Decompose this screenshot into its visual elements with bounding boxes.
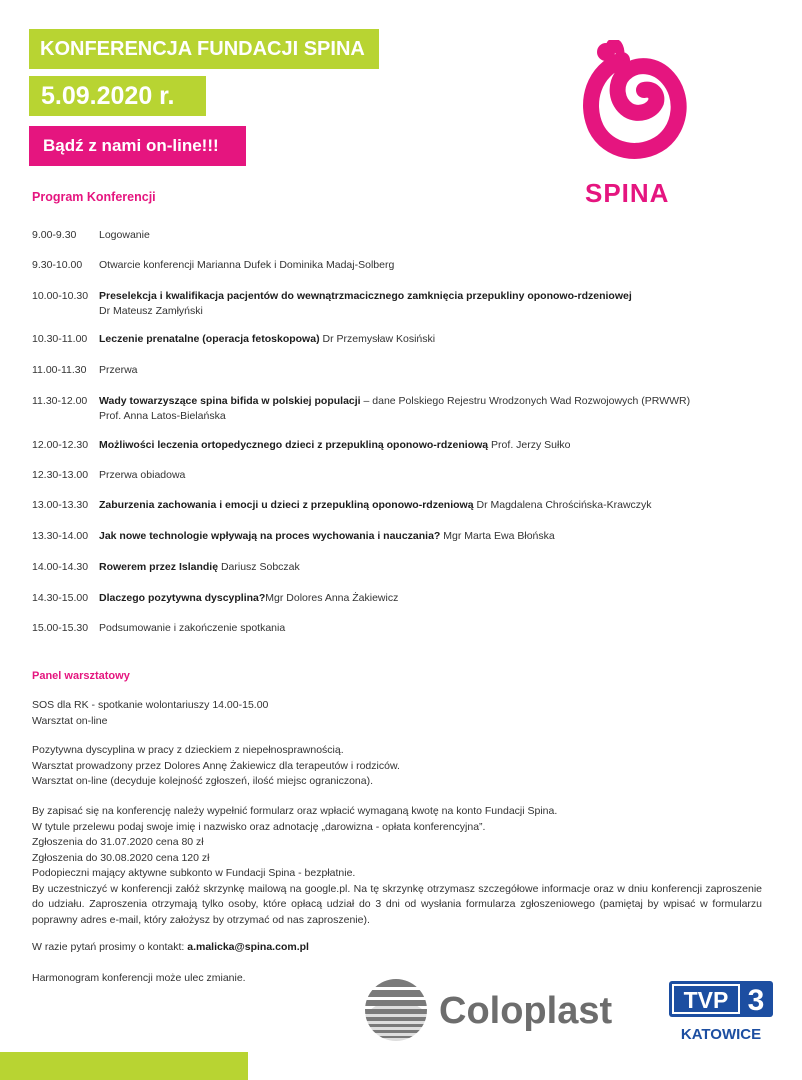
coloplast-text: Coloplast — [439, 990, 613, 1032]
price-line: Zgłoszenia do 31.07.2020 cena 80 zł — [32, 836, 204, 848]
program-speaker: Dr Mateusz Zamłyński — [99, 305, 203, 317]
panel-title: Panel warsztatowy — [32, 670, 130, 682]
tvp-text: TVP — [683, 987, 729, 1013]
program-time: 15.00-15.30 — [32, 622, 89, 634]
program-topic: Możliwości leczenia ortopedycznego dzieci z przepukliną oponowo-rdzeniową — [99, 439, 489, 451]
program-time: 11.00-11.30 — [32, 364, 87, 376]
date-banner — [29, 76, 206, 116]
program-time: 10.00-10.30 — [32, 290, 89, 302]
registration-block — [32, 804, 762, 928]
program-topic: Wady towarzyszące spina bifida w polskiej populacji — [99, 395, 361, 407]
program-description — [99, 258, 779, 273]
program-speaker: – dane Polskiego Rejestru Wrodzonych Wad Rozwojowych (PRWWR) — [360, 395, 691, 407]
program-topic: Zaburzenia zachowania i emocji u dzieci z przepukliną oponowo-rdzeniową — [99, 499, 474, 511]
program-speaker: Podsumowanie i zakończenie spotkania — [99, 622, 286, 634]
program-speaker: Przerwa obiadowa — [99, 469, 186, 481]
conference-date: 5.09.2020 r. — [41, 81, 175, 110]
contact-line — [32, 940, 762, 956]
program-speaker: Mgr Marta Ewa Błońska — [440, 530, 555, 542]
program-description — [99, 438, 779, 453]
schedule-note: Harmonogram konferencji może ulec zmianie. — [32, 972, 246, 984]
program-description — [99, 560, 779, 575]
registration-line: By zapisać się na konferencję należy wypełnić formularz oraz wpłacić wymaganą kwotę na konto Fundacji Spina. — [32, 805, 558, 817]
program-time: 12.30-13.00 — [32, 469, 89, 481]
program-speaker: Prof. Anna Latos-Bielańska — [99, 410, 226, 422]
program-description — [99, 228, 779, 243]
sos-line: SOS dla RK - spotkanie wolontariuszy 14.00-15.00 — [32, 699, 269, 711]
registration-line: W tytule przelewu podaj swoje imię i nazwisko oraz adnotację „darowizna - opłata konferencyjna”. — [32, 820, 486, 833]
sos-line: Warsztat on-line — [32, 714, 108, 727]
spina-logo-text: SPINA — [585, 178, 670, 208]
program-time: 14.30-15.00 — [32, 592, 89, 604]
workshop-block — [32, 743, 762, 790]
program-time: 13.30-14.00 — [32, 530, 89, 542]
coloplast-logo — [363, 975, 643, 1045]
program-time: 12.00-12.30 — [32, 439, 89, 451]
program-description — [99, 289, 779, 319]
program-topic: Leczenie prenatalne (operacja fetoskopowa) — [99, 333, 320, 345]
program-speaker: Dariusz Sobczak — [218, 561, 300, 573]
program-speaker: Dr Magdalena Chrościńska-Krawczyk — [473, 499, 652, 511]
program-title: Program Konferencji — [32, 190, 156, 204]
program-speaker: Otwarcie konferencji Marianna Dufek i Dominika Madaj-Solberg — [99, 259, 395, 271]
program-speaker: Prof. Jerzy Sułko — [488, 439, 571, 451]
coloplast-emblem-icon — [363, 975, 433, 1045]
program-description — [99, 394, 779, 424]
program-description — [99, 591, 779, 606]
sos-block — [32, 698, 762, 729]
program-description — [99, 529, 779, 544]
online-text: Bądź z nami on-line!!! — [43, 136, 219, 155]
program-time: 9.00-9.30 — [32, 229, 77, 241]
program-speaker: Przerwa — [99, 364, 138, 376]
spina-logo-icon — [578, 40, 688, 170]
program-speaker: Mgr Dolores Anna Żakiewicz — [265, 592, 399, 604]
program-topic: Jak nowe technologie wpływają na proces wychowania i nauczania? — [99, 530, 441, 542]
program-description — [99, 332, 779, 347]
online-banner — [29, 126, 246, 166]
program-speaker: Logowanie — [99, 229, 150, 241]
contact-label: W razie pytań prosimy o kontakt: — [32, 941, 188, 953]
workshop-line: Warsztat prowadzony przez Dolores Annę Żakiewicz dla terapeutów i rodziców. — [32, 759, 400, 772]
contact-email-link[interactable]: a.malicka@spina.com.pl — [187, 941, 309, 953]
program-speaker: Dr Przemysław Kosiński — [319, 333, 436, 345]
conference-title-banner — [29, 29, 379, 69]
program-description — [99, 621, 779, 636]
program-time: 10.30-11.00 — [32, 333, 88, 345]
registration-line: Podopieczni mający aktywne subkonto w Fundacji Spina - bezpłatnie. — [32, 867, 356, 879]
program-description — [99, 363, 779, 378]
program-time: 9.30-10.00 — [32, 259, 83, 271]
tvp3-katowice-logo — [666, 977, 776, 1047]
program-topic: Dlaczego pozytywna dyscyplina? — [99, 592, 266, 604]
workshop-line: Warsztat on-line (decyduje kolejność zgłoszeń, ilość miejsc ograniczona). — [32, 775, 374, 787]
conference-title: KONFERENCJA FUNDACJI SPINA — [40, 37, 365, 60]
program-time: 11.30-12.00 — [32, 395, 88, 407]
program-topic: Preselekcja i kwalifikacja pacjentów do wewnątrzmacicznego zamknięcia przepukliny oponowo-rdzeniowej — [99, 290, 632, 302]
program-description — [99, 498, 779, 513]
registration-paragraph: By uczestniczyć w konferencji załóż skrzynkę mailową na google.pl. Na tę skrzynkę otrzymasz szczegółowe informacje oraz w dniu konferencji zaproszenie do udziału. Zaproszenia otrzymają tylko osoby, które opłacą udział do 3 dni od wysłania formularza zgłoszeniowego (pamiętaj by wpisać w formularzu poprawny adres e-mail, który założysz by otrzymać od nas zaproszenie). — [32, 882, 762, 926]
program-time: 14.00-14.30 — [32, 561, 89, 573]
tvp-channel-number: 3 — [747, 984, 765, 1017]
price-line: Zgłoszenia do 30.08.2020 cena 120 zł — [32, 851, 210, 864]
program-topic: Rowerem przez Islandię — [99, 561, 219, 573]
footer-accent-bar — [0, 1052, 248, 1080]
workshop-line: Pozytywna dyscyplina w pracy z dzieckiem z niepełnosprawnością. — [32, 744, 344, 756]
program-time: 13.00-13.30 — [32, 499, 89, 511]
tvp-city: KATOWICE — [680, 1026, 762, 1043]
program-description — [99, 468, 779, 483]
